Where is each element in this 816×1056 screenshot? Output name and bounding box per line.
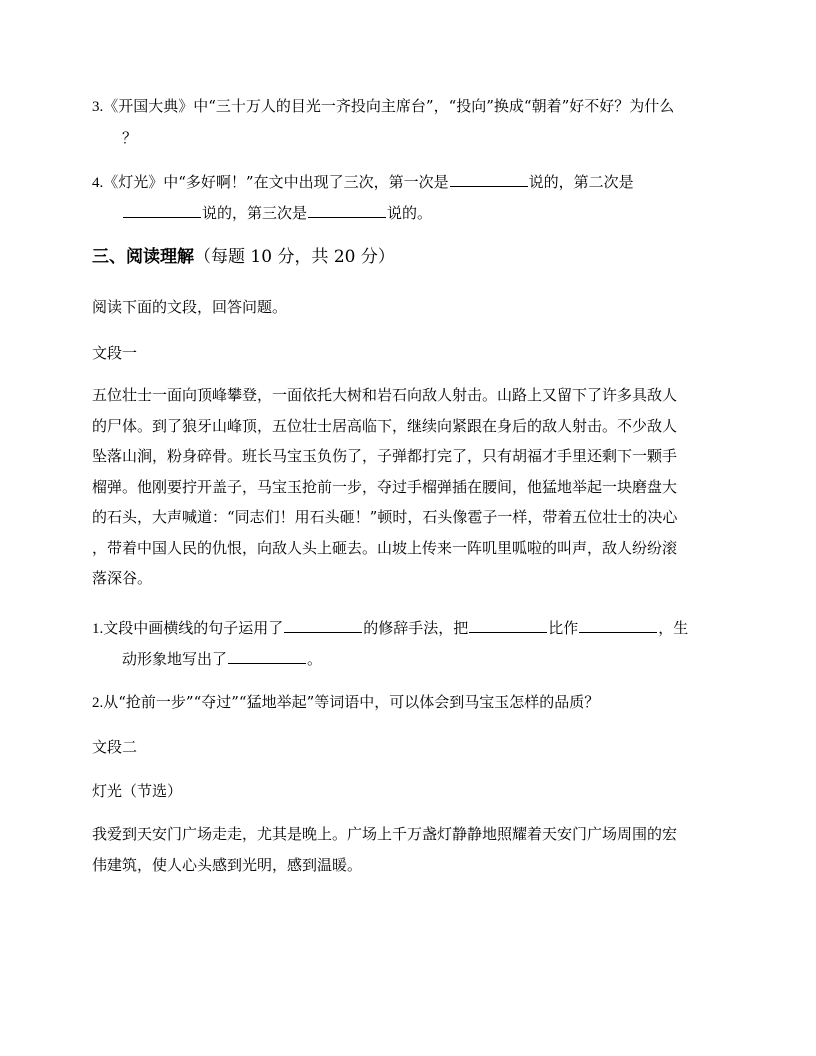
p1q1-text-a: 文段中画横线的句子运用了 bbox=[103, 619, 284, 637]
section-title bbox=[92, 245, 395, 269]
passage-1-question-1-line2 bbox=[122, 649, 322, 669]
answer-blank[interactable] bbox=[228, 649, 306, 664]
section-title-note: （每题 10 分，共 20 分） bbox=[194, 247, 395, 267]
passage-1-label: 文段一 bbox=[92, 344, 138, 362]
passage-1-question-1-line1 bbox=[92, 618, 688, 639]
section-title-main: 三、阅读理解 bbox=[92, 247, 194, 267]
passage-line: 我爱到天安门广场走走，尤其是晚上。广场上千万盏灯静静地照耀着天安门广场周围的宏 bbox=[92, 825, 678, 843]
question-4-text-a: 《灯光》中“多好啊！”在文中出现了三次，第一次是 bbox=[103, 173, 449, 191]
question-3-line1 bbox=[92, 96, 674, 117]
question-4-line2 bbox=[122, 203, 432, 223]
answer-blank[interactable] bbox=[450, 172, 528, 187]
passage-line: 的尸体。到了狼牙山峰顶，五位壮士居高临下，继续向紧跟在身后的敌人射击。不少敌人 bbox=[92, 416, 678, 435]
question-4-text-c: 说的，第三次是 bbox=[202, 204, 308, 222]
passage-1-body bbox=[92, 380, 720, 594]
question-3-text-cont: ？ bbox=[122, 129, 138, 147]
question-3-line2 bbox=[122, 128, 137, 148]
passage-line: 坠落山涧，粉身碎骨。班长马宝玉负伤了，子弹都打完了，只有胡福才手里还剩下一颗手 bbox=[92, 447, 678, 465]
p1q2-text: 从“抢前一步”“夺过”“猛地举起”等词语中，可以体会到马宝玉怎样的品质？ bbox=[103, 693, 600, 711]
p1q1-text-f: 。 bbox=[307, 650, 323, 668]
passage-line: 伟建筑，使人心头感到光明，感到温暖。 bbox=[92, 855, 363, 874]
answer-blank[interactable] bbox=[469, 618, 547, 633]
question-3-text: 《开国大典》中“三十万人的目光一齐投向主席台”，“投向”换成“朝着”好不好？为什么 bbox=[103, 97, 675, 115]
answer-blank[interactable] bbox=[579, 618, 657, 633]
passage-1-question-2 bbox=[92, 692, 599, 713]
p1q1-text-c: 比作 bbox=[548, 619, 579, 637]
passage-line: 的石头，大声喊道：“同志们！用石头砸！”顿时，石头像雹子一样，带着五位壮士的决心 bbox=[92, 508, 678, 526]
question-4-text-b: 说的，第二次是 bbox=[528, 173, 634, 191]
question-number: 3. bbox=[92, 99, 104, 115]
passage-line: 落深谷。 bbox=[92, 569, 153, 587]
answer-blank[interactable] bbox=[308, 203, 386, 218]
passage-line: ，带着中国人民的仇恨，向敌人头上砸去。山坡上传来一阵叽里呱啦的叫声，敌人纷纷滚 bbox=[92, 538, 678, 557]
passage-2-label: 文段二 bbox=[92, 738, 138, 756]
p1q1-text-b: 的修辞手法，把 bbox=[363, 619, 469, 637]
p1q1-text-e: 动形象地写出了 bbox=[122, 650, 228, 668]
question-4-line1 bbox=[92, 172, 634, 193]
passage-line: 五位壮士一面向顶峰攀登，一面依托大树和岩石向敌人射击。山路上又留下了许多具敌人 bbox=[92, 386, 678, 404]
question-number: 2. bbox=[92, 695, 104, 711]
instruction-text: 阅读下面的文段，回答问题。 bbox=[92, 298, 288, 316]
passage-2-body bbox=[92, 819, 720, 880]
question-number: 4. bbox=[92, 175, 104, 191]
passage-line: 榴弹。他刚要拧开盖子，马宝玉抢前一步，夺过手榴弹插在腰间，他猛地举起一块磨盘大 bbox=[92, 477, 678, 496]
passage-2-title: 灯光（节选） bbox=[92, 782, 183, 800]
answer-blank[interactable] bbox=[123, 203, 201, 218]
p1q1-text-d: ，生 bbox=[658, 619, 689, 637]
question-4-text-d: 说的。 bbox=[387, 204, 433, 222]
question-number: 1. bbox=[92, 621, 104, 637]
answer-blank[interactable] bbox=[284, 618, 362, 633]
